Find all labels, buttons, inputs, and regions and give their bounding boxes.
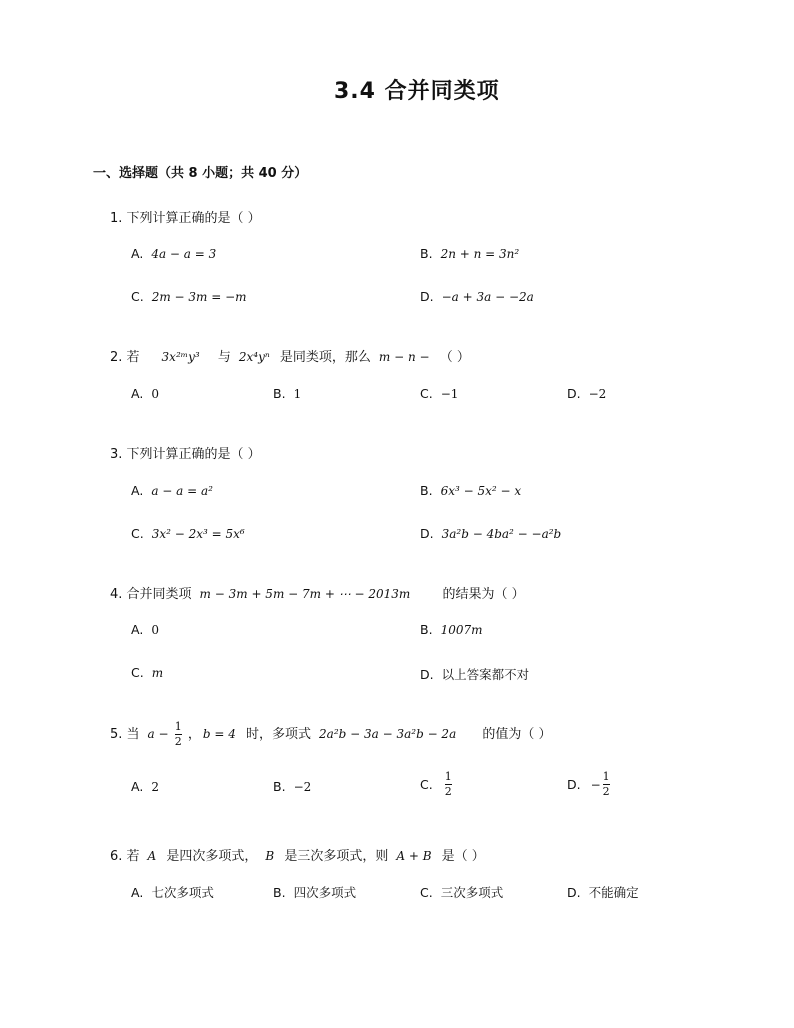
- question-3-stem: 3. 下列计算正确的是（ ）: [110, 447, 261, 462]
- question-1-stem: 1. 下列计算正确的是（ ）: [110, 211, 261, 226]
- q5-stem-fraction: $\frac{1}{2}$: [174, 720, 182, 748]
- q6-option-c: C. 三次多项式: [420, 885, 504, 900]
- q4-option-b: B. 1007m: [420, 622, 483, 637]
- question-5-stem: 5. 当 a − $\frac{1}{2}$ ， b = 4 时，多项式 2a²b − 3a − 3a²b − 2a 的值为（ ）: [110, 720, 552, 748]
- q3-option-a: A. a − a = a²: [131, 483, 213, 498]
- q5-option-d: D. − $\frac{1}{2}$: [567, 770, 610, 798]
- q5-option-a: A. 2: [131, 779, 159, 794]
- q2-option-a: A. 0: [131, 386, 159, 401]
- q3-option-b: B. 6x³ − 5x² − x: [420, 483, 522, 498]
- q5-option-b: B. −2: [273, 779, 312, 794]
- q1-option-a: A. 4a − a = 3: [131, 246, 217, 261]
- q6-option-b: B. 四次多项式: [273, 885, 357, 900]
- q1-option-b: B. 2n + n = 3n²: [420, 246, 520, 261]
- q2-option-c: C. −1: [420, 386, 459, 401]
- q6-option-a: A. 七次多项式: [131, 885, 214, 900]
- question-4-stem: 4. 合并同类项 m − 3m + 5m − 7m + ⋯ − 2013m 的结果为（ ）: [110, 587, 525, 602]
- q1-option-d: D. −a + 3a − −2a: [420, 289, 534, 304]
- q3-option-c: C. 3x² − 2x³ = 5x⁶: [131, 526, 245, 541]
- section-heading: 一、选择题（共 8 小题；共 40 分）: [93, 166, 308, 181]
- q4-option-a: A. 0: [131, 622, 159, 637]
- q6-option-d: D. 不能确定: [567, 885, 639, 900]
- q5-option-c: C. $\frac{1}{2}$: [420, 770, 452, 798]
- question-6-stem: 6. 若 A 是四次多项式， B 是三次多项式，则 A + B 是（ ）: [110, 849, 485, 864]
- page-title: 3.4 合并同类项: [334, 79, 500, 104]
- q3-option-d: D. 3a²b − 4ba² − −a²b: [420, 526, 562, 541]
- q4-option-d: D. 以上答案都不对: [420, 667, 530, 682]
- q1-option-c: C. 2m − 3m = −m: [131, 289, 247, 304]
- q4-option-c: C. m: [131, 665, 164, 680]
- q2-option-d: D. −2: [567, 386, 607, 401]
- q2-option-b: B. 1: [273, 386, 302, 401]
- question-2-stem: 2. 若 3x²ᵐy³ 与 2x⁴yⁿ 是同类项，那么 m − n − （ ）: [110, 350, 470, 365]
